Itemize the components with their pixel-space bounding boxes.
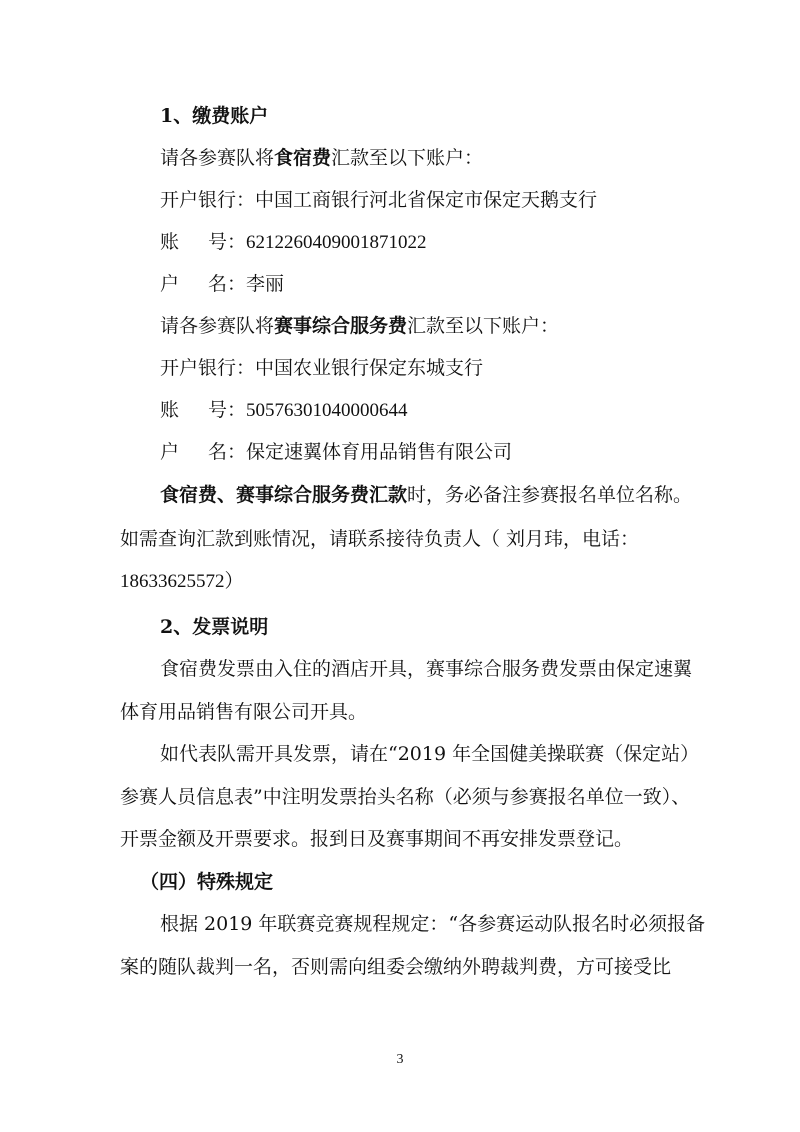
invoice-p2-line1: 如代表队需开具发票，请在“2019 年全国健美操联赛（保定站） [160, 743, 700, 765]
food-fee-suffix: 汇款至以下账户： [331, 147, 484, 169]
account2-name-label-b: 名： [208, 441, 247, 463]
invoice-p1-line1: 食宿费发票由入住的酒店开具，赛事综合服务费发票由保定速翼 [160, 658, 693, 680]
remittance-note [160, 482, 692, 508]
service-fee-bold: 赛事综合服务费 [274, 315, 408, 337]
account2-number-value: 50576301040000644 [246, 400, 408, 421]
contact-line: 如需查询汇款到账情况，请联系接待负责人（ 刘月玮，电话： [120, 528, 640, 550]
remittance-note-bold: 食宿费、赛事综合服务费汇款 [160, 484, 408, 506]
special-rules-line1: 根据 2019 年联赛竞赛规程规定：“各参赛运动队报名时必须报备 [160, 913, 706, 935]
account1-name-label-a: 户 [160, 273, 180, 295]
food-fee-prefix: 请各参赛队将 [160, 147, 275, 169]
account2-number-label-a: 账 [160, 399, 180, 421]
heading-invoice-notes: 2、发票说明 [160, 616, 269, 638]
account2-bank-value: 中国农业银行保定东城支行 [255, 357, 484, 379]
service-fee-suffix: 汇款至以下账户： [407, 315, 560, 337]
heading-special-rules: （四）特殊规定 [140, 871, 274, 893]
account2-bank [160, 355, 483, 381]
account1-name-label-b: 名： [208, 273, 247, 295]
heading-payment-accounts: 1、缴费账户 [160, 105, 269, 127]
account2-name-value: 保定速翼体育用品销售有限公司 [246, 441, 513, 463]
account1-number-label-b: 号： [208, 231, 247, 253]
account1-bank [160, 187, 597, 213]
account2-number-label-b: 号： [208, 399, 247, 421]
account2-number [160, 397, 408, 424]
account2-bank-label: 开户银行： [160, 357, 256, 379]
service-fee-prefix: 请各参赛队将 [160, 315, 275, 337]
account2-name-label-a: 户 [160, 441, 180, 463]
account1-number [160, 229, 427, 256]
account1-name-value: 李丽 [246, 273, 285, 295]
account1-number-value: 6212260409001871022 [246, 232, 427, 253]
account1-bank-value: 中国工商银行河北省保定市保定天鹅支行 [255, 189, 598, 211]
special-rules-line2: 案的随队裁判一名，否则需向组委会缴纳外聘裁判费，方可接受比 [120, 956, 672, 978]
account2-name [160, 439, 512, 465]
page-number: 3 [396, 1052, 404, 1067]
account1-bank-label: 开户银行： [160, 189, 256, 211]
account1-name [160, 271, 284, 297]
invoice-p1-line2: 体育用品销售有限公司开具。 [120, 701, 368, 723]
service-fee-instruction [160, 313, 559, 339]
contact-phone-line: 18633625572） [120, 571, 244, 592]
food-fee-instruction [160, 145, 483, 171]
food-fee-bold: 食宿费 [274, 147, 332, 169]
invoice-p2-line3: 开票金额及开票要求。报到日及赛事期间不再安排发票登记。 [120, 828, 634, 850]
account1-number-label-a: 账 [160, 231, 180, 253]
invoice-p2-line2: 参赛人员信息表”中注明发票抬头名称（必须与参赛报名单位一致）、 [120, 786, 691, 808]
remittance-note-rest: 时，务必备注参赛报名单位名称。 [407, 484, 693, 506]
